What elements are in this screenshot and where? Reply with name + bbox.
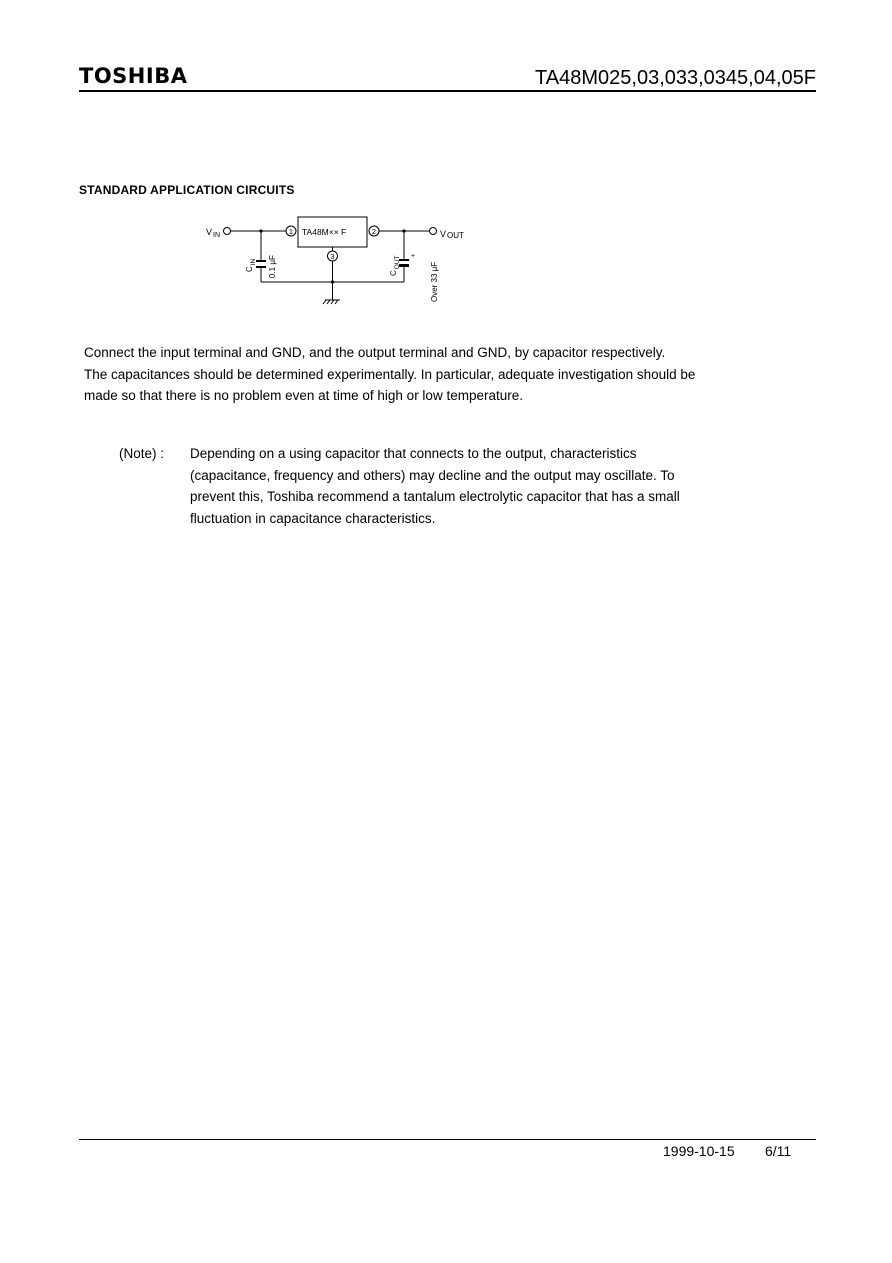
svg-text:CIN: $C_{IN}$ <box>245 258 257 272</box>
note-label: (Note) : <box>119 446 165 461</box>
vin-label: $V_{IN}$ <box>206 227 221 239</box>
note-line: (capacitance, frequency and others) may decline and the output may oscillate. To <box>190 467 675 483</box>
pin3-label: 3 <box>330 252 335 261</box>
application-circuit-diagram <box>195 210 485 315</box>
description-line: The capacitances should be determined experimentally. In particular, adequate investigation should be <box>84 366 696 382</box>
description-line: Connect the input terminal and GND, and the output terminal and GND, by capacitor respectively. <box>84 345 666 360</box>
header-divider <box>79 90 816 92</box>
cout-label <box>389 255 401 276</box>
section-title: STANDARD APPLICATION CIRCUITS <box>79 183 295 197</box>
svg-text:COUT: $C_{OUT}$ <box>389 255 401 276</box>
part-number: TA48M025,03,033,0345,04,05F <box>535 67 816 89</box>
cin-value <box>268 255 277 278</box>
svg-text:0.1 μF: 0.1 μF <box>268 255 277 278</box>
ic-label: TA48M×× F <box>302 227 347 237</box>
vout-terminal <box>430 228 437 235</box>
description-paragraph <box>84 342 814 407</box>
vout-label: VOUT <box>440 229 464 240</box>
footer-date: 1999-10-15 <box>663 1143 735 1159</box>
vin-terminal <box>224 228 231 235</box>
footer-divider <box>79 1139 816 1140</box>
pin2-label: 2 <box>371 227 377 236</box>
pin1-label: 1 <box>288 227 294 236</box>
description-line: made so that there is no problem even at time of high or low temperature. <box>84 388 523 404</box>
page-number: 6/11 <box>765 1143 792 1159</box>
svg-text:Over 33 μF: Over 33 μF <box>430 261 439 302</box>
note-line: fluctuation in capacitance characteristics. <box>190 511 436 527</box>
cin-capacitor <box>256 261 266 267</box>
company-logo: TOSHIBA <box>79 64 188 88</box>
cout-value <box>430 262 439 302</box>
cin-label <box>245 258 257 272</box>
note-line: prevent this, Toshiba recommend a tantalum electrolytic capacitor that has a small <box>190 489 680 505</box>
note-body <box>190 443 790 530</box>
note-line: Depending on a using capacitor that connects to the output, characteristics <box>190 446 637 461</box>
cout-polarity: + <box>411 253 416 260</box>
